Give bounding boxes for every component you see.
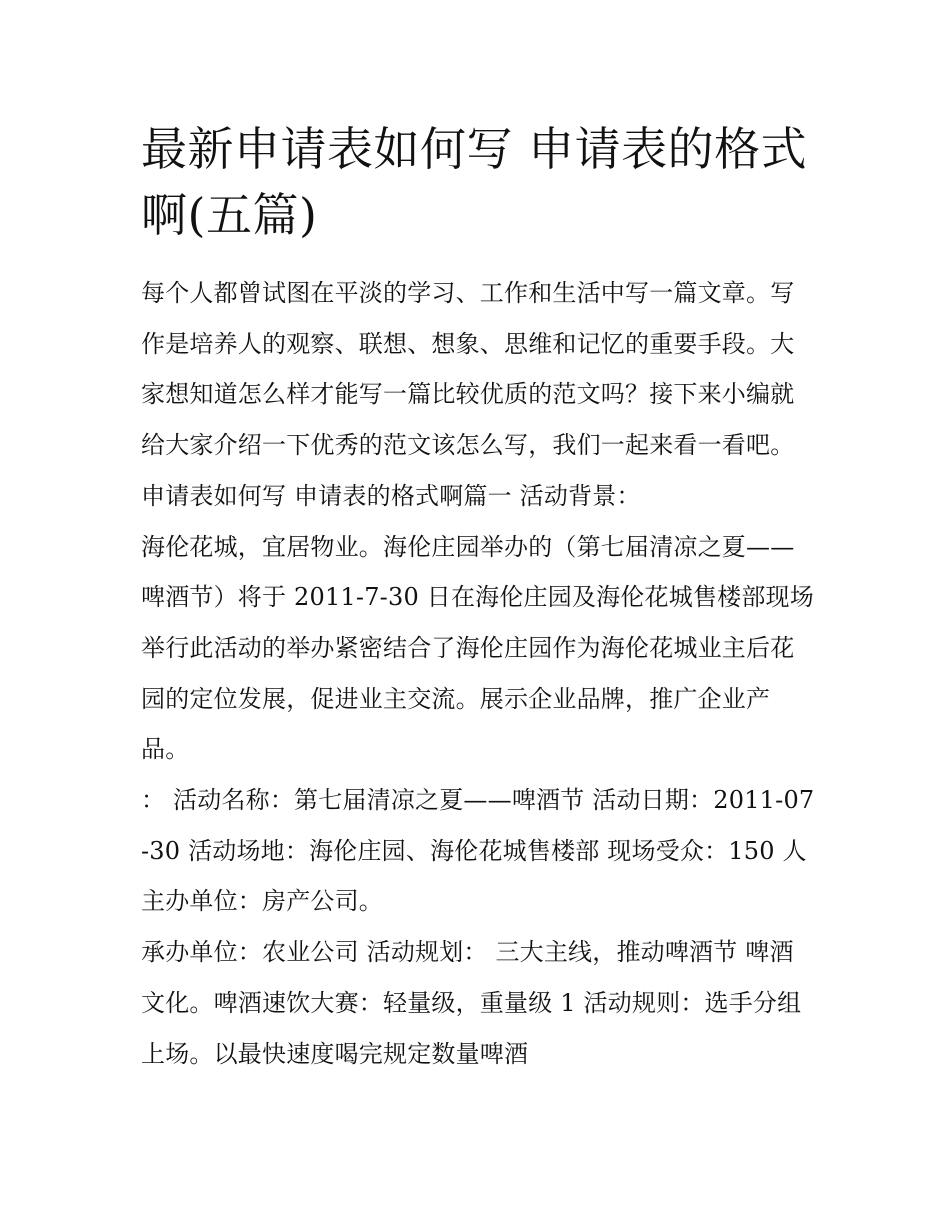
document-title: 最新申请表如何写 申请表的格式啊(五篇) <box>141 122 808 242</box>
section-heading: 申请表如何写 申请表的格式啊篇一 活动背景： <box>141 481 641 510</box>
document-body <box>141 268 816 1079</box>
document-content <box>141 116 816 1079</box>
intro-paragraph: 每个人都曾试图在平淡的学习、工作和生活中写一篇文章。写作是培养人的观察、联想、想象、思维和记忆的重要手段。大家想知道怎么样才能写一篇比较优质的范文吗？接下来小编就给大家介绍一下优秀的范文该怎么写，我们一起来看一看吧。 <box>141 279 795 460</box>
event-details-paragraph: ： 活动名称：第七届清凉之夏——啤酒节 活动日期：2011-07-30 活动场地：海伦庄园、海伦花城售楼部 现场受众：150 人 主办单位：房产公司。 <box>141 786 815 916</box>
background-paragraph: 海伦花城，宜居物业。海伦庄园举办的（第七届清凉之夏——啤酒节）将于 2011-7-30 日在海伦庄园及海伦花城售楼部现场举行此活动的举办紧密结合了海伦庄园作为海伦花城业主后花园的定位发展，促进业主交流。展示企业品牌，推广企业产品。 <box>141 532 814 764</box>
planning-paragraph: 承办单位：农业公司 活动规划： 三大主线，推动啤酒节 啤酒文化。啤酒速饮大赛：轻量级，重量级 1 活动规则：选手分组上场。以最快速度喝完规定数量啤酒 <box>141 938 802 1068</box>
